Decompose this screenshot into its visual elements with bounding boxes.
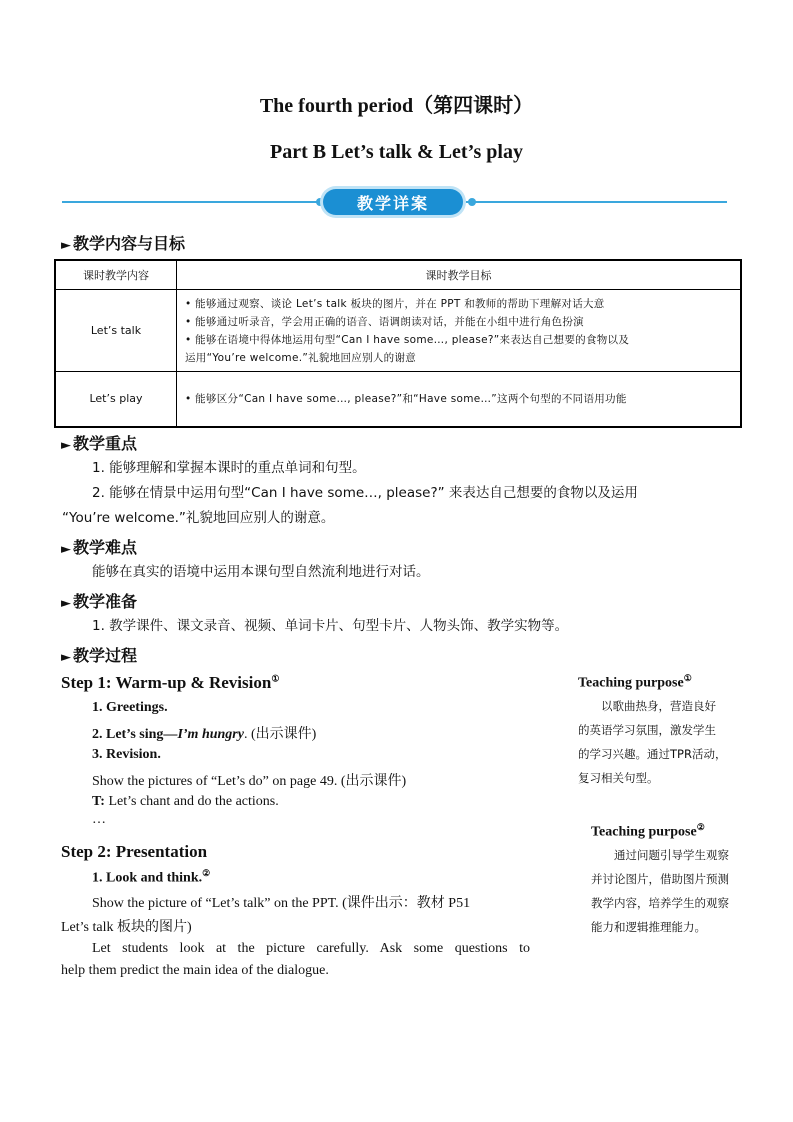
table-row [55,372,741,427]
banner-rule-right [466,201,727,203]
note1-title: Teaching purpose① [578,673,692,691]
step2-show-line2: Let’s talk 板块的图片) [61,920,192,935]
step2-look-think: 1. Look and think.② [92,868,211,886]
banner-rule-left [62,201,320,203]
song-title: I’m hungry [177,727,244,742]
row-goals-play [177,372,742,427]
goal-line: • 能够通过听录音，学会用正确的语音、语调朗读对话，并能在小组中进行角色扮演 [185,315,584,328]
preparation-text: 1. 教学课件、课文录音、视频、单词卡片、句型卡片、人物头饰、教学实物等。 [92,618,569,634]
note-line: 通过问题引导学生观察 [591,848,729,862]
note2-title: Teaching purpose② [591,822,705,840]
note-line: 的英语学习氛围，激发学生 [578,723,716,737]
table-row [55,290,741,372]
footnote-mark: ② [202,868,211,878]
note-line: 复习相关句型。 [578,771,659,785]
col-header-goals: 课时教学目标 [177,260,742,290]
step1-revision: 3. Revision. [92,747,161,762]
page-subtitle: Part B Let’s talk & Let’s play [270,141,523,163]
row-content-talk: Let’s talk [55,290,177,372]
step1-sing: 2. Let’s sing—I’m hungry. (出示课件) [92,727,317,742]
step2-let-line1: Let students look at the picture carefully. Ask some questions to [92,941,530,956]
col-header-content: 课时教学内容 [55,260,177,290]
note2-body [591,843,769,939]
step1-greetings: 1. Greetings. [92,700,168,715]
triangle-icon: ► [61,596,71,611]
step2-let-line2: help them predict the main idea of the dialogue. [61,963,329,978]
triangle-icon: ► [61,650,71,665]
row-goals-talk [177,290,742,372]
key-point-2: 2. 能够在情景中运用句型“Can I have some…, please?” 来表达自己想要的食物以及运用 [92,485,638,501]
note-line: 教学内容，培养学生的观察 [591,896,729,910]
row-content-play: Let’s play [55,372,177,427]
note-line: 并讨论图片，借助图片预测 [591,872,729,886]
step2-show-line1: Show the picture of “Let’s talk” on the PPT. (课件出示：教材 P51 [92,896,471,911]
difficulties-text: 能够在真实的语境中运用本课句型自然流利地进行对话。 [92,564,430,580]
table-header-row [55,260,741,290]
goal-line: 运用“You’re welcome.”礼貌地回应别人的谢意 [185,351,417,364]
key-point-1: 1. 能够理解和掌握本课时的重点单词和句型。 [92,460,366,476]
note-line: 的学习兴趣。通过TPR活动， [578,747,727,761]
step1-show-pictures: Show the pictures of “Let’s do” on page 49. (出示课件) [92,774,407,789]
objectives-heading: ► 教学内容与目标 [61,234,186,253]
step1-teacher-line: T: Let’s chant and do the actions. [92,794,279,809]
triangle-icon: ► [61,438,71,453]
goal-line: • 能够通过观察、谈论 Let’s talk 板块的图片，并在 PPT 和教师的帮助下理解对话大意 [185,297,605,310]
step1-ellipsis: … [92,812,106,827]
note-line: 以歌曲热身，营造良好 [578,699,716,713]
note-line: 能力和逻辑推理能力。 [591,920,706,934]
objectives-table [54,259,742,428]
step2-title: Step 2: Presentation [61,842,208,861]
preparation-heading: ► 教学准备 [61,592,138,611]
goal-line: • 能够区分“Can I have some…, please?”和“Have some…”这两个句型的不同语用功能 [185,392,627,405]
process-heading: ► 教学过程 [61,646,138,665]
goal-line: • 能够在语境中得体地运用句型“Can I have some…, please?”来表达自己想要的食物以及 [185,333,630,346]
triangle-icon: ► [61,542,71,557]
difficulties-heading: ► 教学难点 [61,538,138,557]
page-title: The fourth period（第四课时） [259,95,534,117]
triangle-icon: ► [61,238,71,253]
key-points-heading: ► 教学重点 [61,434,138,453]
note1-body [578,694,756,790]
footnote-mark: ① [271,673,280,684]
step1-title: Step 1: Warm-up & Revision① [61,673,280,692]
section-banner: 教学详案 [323,189,463,215]
key-point-2-cont: “You’re welcome.”礼貌地回应别人的谢意。 [62,510,335,526]
